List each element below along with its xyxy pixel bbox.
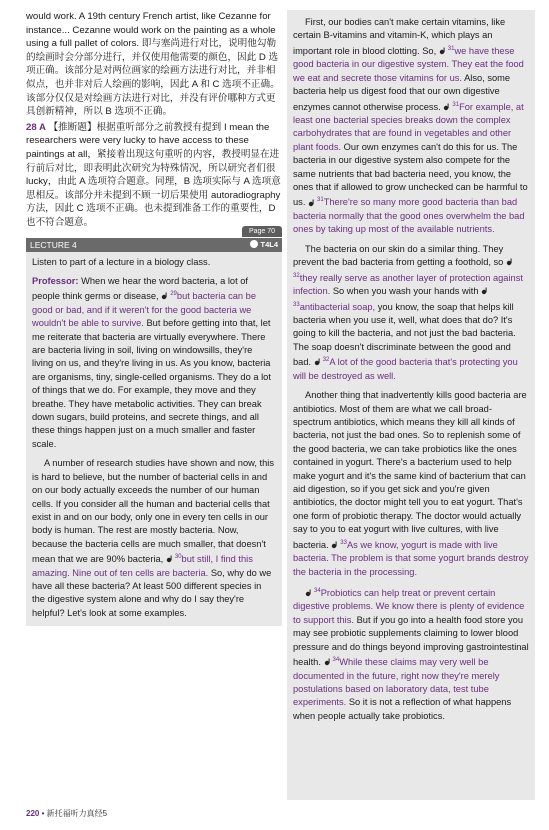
highlighted-text: we have these good bacteria in our digestive system. They eat the food we eat and secrete those vitamins for us. <box>293 45 524 83</box>
answer-marker-icon <box>443 103 451 111</box>
footer-separator: • <box>41 809 47 818</box>
page-reference-tab: Page 70 <box>242 226 282 237</box>
question-explanation-text: 根据重听部分之前教授有提到 I mean the researchers were very lucky to have access to these paintings at all，紧接着出现这句重听的内容，教授明显在进行前后对比，即表明此次研究为特殊情况，所以研究者们很 lucky，由此 A 选项符合题意。同理，B 选项实际与 A 选项意思相反。该部分并未提到不顾一切后果使用 autoradiography 方法，因此 C 选项不正确。也未提到准备工作的重要性，D 也不符合题意。 <box>26 121 281 228</box>
transcript-text: So when you wash your hands with <box>332 286 479 297</box>
transcript-text: When we hear the word bacteria, a lot of people think germs or disease, <box>32 275 249 302</box>
highlighted-text: For example, at least one bacterial species breaks down the complex carbohydrates that are found in vegetables and other plant foods. <box>293 101 524 152</box>
question-ref: 30 <box>174 554 182 561</box>
page-footer <box>26 808 107 819</box>
audio-disc-icon <box>250 240 258 248</box>
question-type-tag: 【推断题】 <box>48 121 97 133</box>
highlighted-text: antibacterial soap, <box>299 301 376 312</box>
transcript-text: Our own enzymes can't do this for us. The bacteria in our digestive system also compete for the same nutrients that bad bacteria need, you know, the ones that if allowed to grow unchecked can be harmful to us. <box>293 141 528 208</box>
transcript-text: So it is not a reflection of what happens when people actually take probiotics. <box>293 697 512 721</box>
transcript-text: Also, some bacteria help us digest food that our own digestive enzymes cannot otherwise process. <box>293 72 511 112</box>
answer-marker-icon <box>308 199 316 207</box>
page-number: 220 <box>26 809 40 818</box>
transcript-text: So, why do we have all these bacteria? At least 500 different species in the digestive system alone and why do I say they're helpful? Let's look at some examples. <box>32 567 272 618</box>
highlighted-text: While these claims may very well be documented in the future, right now they're merely postulations based on laboratory data, test tube experiments. <box>293 657 500 708</box>
transcript-paragraph-5 <box>293 389 529 579</box>
question-28-explanation <box>26 121 282 230</box>
highlighted-text: There're so many more good bacteria than bad bacteria normally that the good ones overwhelm the bad ones by taking up most of the available nutrients. <box>293 197 525 235</box>
question-ref: 32 <box>322 357 330 364</box>
transcript-paragraph-3 <box>293 16 529 237</box>
question-ref: 29 <box>170 291 177 298</box>
answer-marker-icon <box>166 555 174 563</box>
explanation-paragraph <box>26 10 282 119</box>
answer-marker-icon <box>324 658 332 666</box>
lecture-instruction: Listen to part of a lecture in a biology class. <box>32 256 211 267</box>
transcript-text: But before getting into that, let me reiterate that bacteria are virtually everywhere. There are bacteria living in soil, living on windowsills, they're living on us, and they're living in us. As you know, bacteria are organisms, tiny, single-celled organisms. They do a lot of things that we do. For example, they move and they breathe. They have metabolic activities. They can break down sugars, build proteins, and secrete things, and all these things happen just on a much smaller and faster scale. <box>32 318 271 449</box>
transcript-paragraph-4 <box>293 243 529 383</box>
transcript-text: you know, the soap that helps kill bacteria when you use it, well, what does that do? It's going to kill the bacteria, and not just the bad bacteria. The soap doesn't discriminate between the good and bad. <box>293 301 516 368</box>
question-ref: 34 <box>332 657 340 664</box>
question-ref: 32 <box>293 272 300 279</box>
speaker-label: Professor: <box>32 275 79 286</box>
answer-marker-icon <box>314 358 322 366</box>
transcript-text: First, our bodies can't make certain vitamins, like certain B-vitamins and vitamin-K, which plays an important role in blood clotting. So, <box>293 17 506 56</box>
answer-marker-icon <box>439 47 447 55</box>
lecture-title: LECTURE 4 <box>30 239 77 250</box>
audio-track <box>250 238 278 252</box>
question-number: 28 A <box>26 121 46 133</box>
transcript-text: A number of research studies have shown and now, this is hard to believe, but the number of bacterial cells in and on our body actually exceeds the number of our human cells. If you consider all the human and bacterial cells that exist in and on our body, only one in every ten cells in our body is human. The rest are mostly bacteria. Now, because the bacteria cells are much smaller, that doesn't mean that we are 90% bacteria, <box>32 458 274 565</box>
highlighted-text: but bacteria can be good or bad, and if it weren't for the good bacteria we wouldn't be able to survive. <box>32 291 256 329</box>
answer-marker-icon <box>481 287 489 295</box>
highlighted-text: As we know, yogurt is made with live bacteria. The problem is that some yogurt brands destroy the bacteria in the processing. <box>293 539 529 577</box>
highlighted-text: Probiotics can help treat or prevent certain digestive problems. We know there is plenty of evidence to support this. <box>293 588 525 625</box>
transcript-paragraph-1 <box>32 275 276 451</box>
transcript-text: The bacteria on our skin do a similar thing. They prevent the bad bacteria from getting a foothold, so <box>293 243 504 268</box>
answer-marker-icon <box>161 292 169 300</box>
answer-marker-icon <box>305 589 313 597</box>
transcript-text: But if you go into a health food store you may see probiotic supplements claiming to lower blood pressure and do things beyond improving gastrointestinal health. <box>293 614 529 668</box>
transcript-text: Another thing that inadvertently kills good bacteria are antibiotics. Most of them are what we call broad-spectrum antibiotics, which means they kill all kinds of bacteria, not just the bad ones. So to replenish some of the good bacteria, we can take probiotics like the ones contained in yogurt. There's a bacterium used to help make yogurt and it's the same kind of bacterium that can aid digestion, so if you get sick and you're given antibiotics, the doctor might tell you to eat yogurt. That's one form of probiotic therapy. The doctor would actually say to you to eat yogurt with live cultures, with live bacteria. <box>293 390 527 550</box>
answer-marker-icon <box>331 541 339 549</box>
transcript-paragraph-6 <box>293 585 529 723</box>
explanation-en: would work. A 19th century French artist, like Cezanne for instance... Cezanne would work on the painting as a whole using a full pallet of colors. <box>26 11 276 50</box>
question-ref: 31 <box>447 45 455 52</box>
left-column <box>26 10 282 626</box>
question-ref: 34 <box>314 587 321 594</box>
book-title: 新托福听力真经5 <box>46 809 108 818</box>
lecture-transcript <box>26 252 282 627</box>
highlighted-text: but still, I find this amazing. Nine out of ten cells are bacteria. <box>32 554 253 578</box>
highlighted-text: A lot of the good bacteria that's protecting you will be destroyed as well. <box>293 357 518 381</box>
answer-marker-icon <box>506 258 514 266</box>
question-ref: 31 <box>317 197 324 204</box>
question-ref: 33 <box>340 539 347 546</box>
transcript-paragraph-2 <box>32 457 276 620</box>
lecture-header <box>26 227 282 252</box>
question-ref: 31 <box>452 101 460 108</box>
highlighted-text: they really serve as another layer of protection against infection. <box>293 272 523 297</box>
question-ref: 33 <box>293 301 300 308</box>
right-column-transcript <box>287 10 535 800</box>
track-label: T4L4 <box>260 239 278 249</box>
explanation-zh: 即与塞尚进行对比，说明他勾勒的绘画时会分部分进行，并仅使用他需要的颜色，因此 D 选项正确。该部分是对两位画家的绘画方法进行对比，并非相似点，也并非对后人绘画的影响，因此 A 和 C 选项不正确。该部分仅仅是对绘画方法进行对比，并没有评价哪种方式更具创新精神，所以 B 选项不正确。 <box>26 38 280 118</box>
